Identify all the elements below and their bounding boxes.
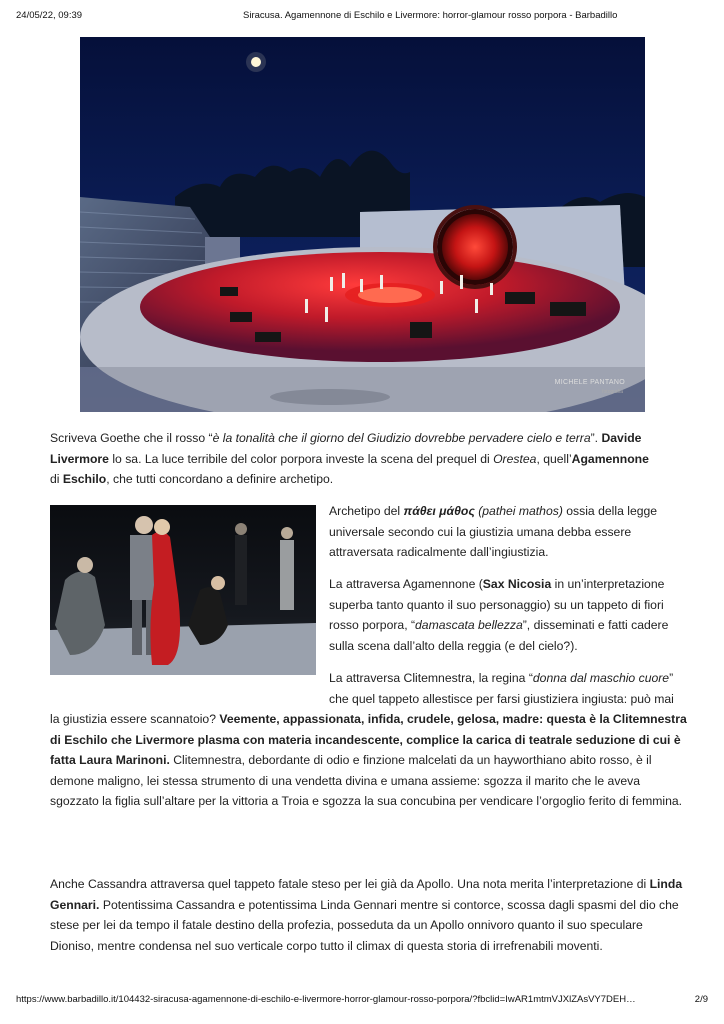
page-url[interactable]: https://www.barbadillo.it/104432-siracusa-agamennone-di-eschilo-e-livermore-horror-glamour-rosso-porpora/?fbclid=IwAR1mtmVJXlZAsVY7DEH… — [16, 994, 636, 1005]
page-title: Siracusa. Agamennone di Eschilo e Livermore: horror-glamour rosso porpora - Barbadillo — [243, 10, 618, 21]
photo-credit-sub: fotografia — [602, 389, 623, 395]
print-date: 24/05/22, 09:39 — [16, 10, 83, 21]
paragraph-cassandra: Anche Cassandra attraversa quel tappeto fatale steso per lei già da Apollo. Una nota merita l’interpretazione di Linda Gennari. Potentissima Cassandra e potentissima Linda Gennari mentre si contorce, scossa dagli spasmi del dio che stese per lei da tempo il fatale destino della profezia, posseduta da un Apollo onnivoro quanto il suo speculare Dioniso, mentre condensa nel suo verticale corpo tutto il climax di questa storia di irrefrenabili moventi. — [50, 877, 683, 953]
paragraph-clytemnestra-start: La attraversa Clitemnestra, la regina “donna dal maschio cuore” che quel tappeto allestisce per farsi giustiziera ingiusta: può mai — [329, 671, 674, 706]
stage-photo-illustration — [80, 37, 645, 412]
print-header — [16, 10, 708, 24]
actors-photo-illustration — [50, 505, 316, 675]
actors-scene-photo — [50, 505, 316, 675]
paragraph-archetype: Archetipo del πάθει μάθος (pathei mathos) ossia della legge universale secondo cui la giustizia umana debba essere attraversata radicalmente dall’ingiustizia. — [329, 504, 658, 559]
theatre-stage-photo — [80, 37, 645, 412]
paragraph-intro: Scriveva Goethe che il rosso “è la tonalità che il giorno del Giudizio dovrebbe pervadere cielo e terra”. Davide Livermore lo sa. La luce terribile del color porpora investe la scena del prequel di Orestea, quell’Agamennone di Eschilo, che tutti concordano a definire archetipo. — [50, 431, 649, 486]
paragraph-agamemnon: La attraversa Agamennone (Sax Nicosia in un’interpretazione superba tanto quanto il suo personaggio) su un tappeto di fiori rosso porpora, “damascata bellezza”, disseminati e fatti cadere sulla scena dall’alto della reggia (e del cielo?). — [329, 577, 669, 653]
page-number: 2/9 — [694, 994, 708, 1005]
photo-credit: MICHELE PANTANO — [554, 379, 625, 386]
paragraph-clytemnestra: la giustizia essere scannatoio? Veemente, appassionata, infida, crudele, gelosa, madre: questa è la Clitemnestra di Eschilo che Livermore plasma con materia incandescente, complice la carica di teatrale seduzione di cui è fatta Laura Marinoni. Clitemnestra, debordante di odio e finzione malcelati da un hayworthiano abito rosso, è il demone maligno, lei stessa strumento di una vendetta divina e umana assieme: sgozza il marito che le aveva sgozzato la figlia sull’altare per la vittoria a Troia e sgozza la sua concubina per vendicare l’orgoglio ferito di femmina. — [50, 712, 687, 808]
